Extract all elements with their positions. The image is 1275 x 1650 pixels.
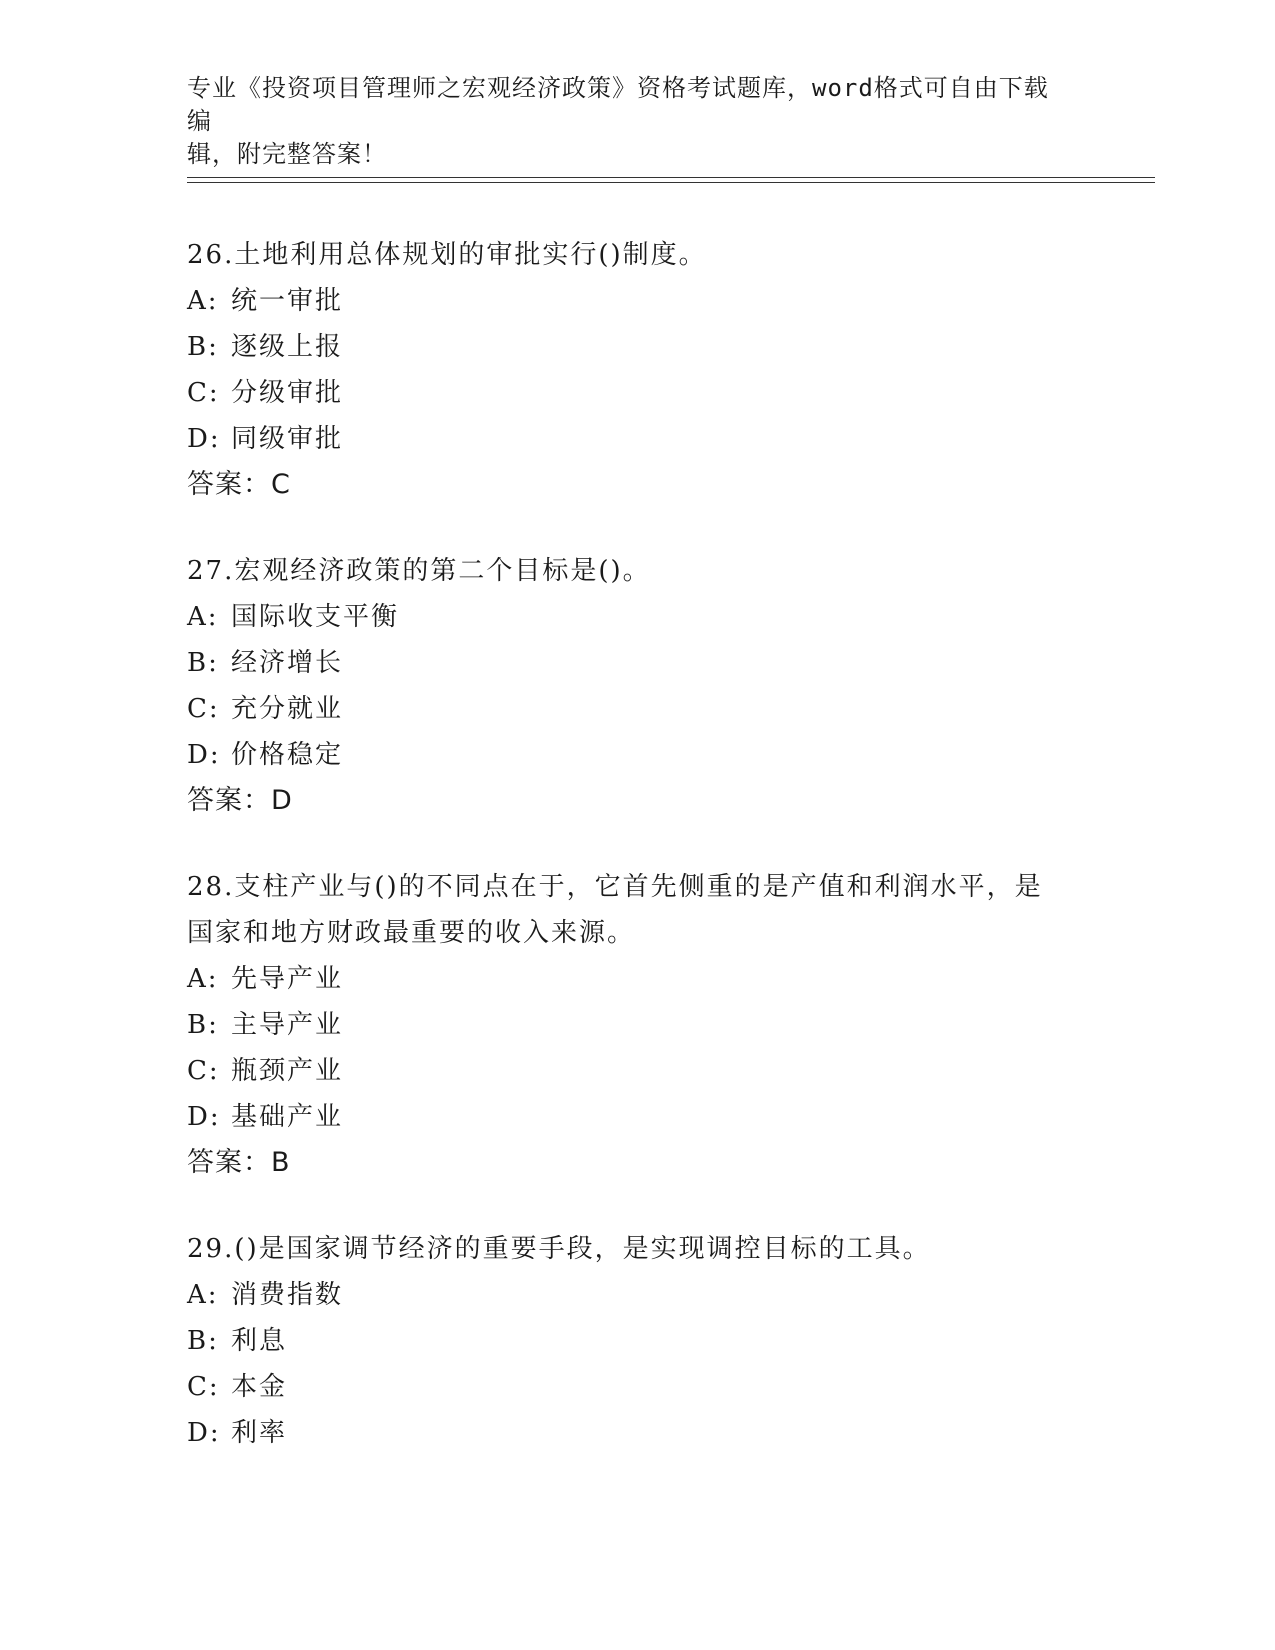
answer-line: 答案：D [187,785,293,816]
option-d [187,1094,1087,1140]
option-letter: A: [187,964,219,994]
option-a [187,594,1087,640]
answer-line: 答案：C [187,469,291,500]
question-stem: 27.宏观经济政策的第二个目标是()。 [187,556,651,586]
option-a [187,1272,1087,1318]
option-c [187,1364,1087,1410]
option-b [187,324,1087,370]
question-29 [187,1226,1087,1456]
option-letter: D: [187,740,221,770]
question-stem-line-2: 国家和地方财政最重要的收入来源。 [187,918,636,948]
option-letter: A: [187,1280,219,1310]
question-27 [187,548,1087,824]
header-rule-top [187,177,1155,178]
option-letter: D: [187,424,221,454]
option-text: 先导产业 [231,964,344,994]
option-b [187,1002,1087,1048]
option-d [187,416,1087,462]
option-letter: A: [187,602,219,632]
option-b [187,640,1087,686]
option-letter: C: [187,1372,220,1402]
option-letter: C: [187,378,220,408]
option-text: 价格稳定 [231,740,344,770]
option-b [187,1318,1087,1364]
header-line-2: 辑，附完整答案！ [187,140,387,168]
option-d [187,1410,1087,1456]
option-text: 充分就业 [231,694,344,724]
option-letter: B: [187,332,219,362]
option-text: 国际收支平衡 [231,602,400,632]
document-header [187,72,1067,171]
option-text: 经济增长 [231,648,344,678]
question-stem: 26.土地利用总体规划的审批实行()制度。 [187,240,707,270]
option-text: 利率 [231,1418,288,1448]
header-line-1: 专业《投资项目管理师之宏观经济政策》资格考试题库，word格式可自由下载编 [187,74,1049,135]
option-text: 瓶颈产业 [231,1056,344,1086]
option-c [187,370,1087,416]
option-a [187,956,1087,1002]
option-letter: B: [187,1010,219,1040]
question-28 [187,864,1087,1186]
option-text: 分级审批 [231,378,344,408]
option-text: 统一审批 [231,286,344,316]
option-text: 同级审批 [231,424,344,454]
option-letter: B: [187,648,219,678]
option-text: 主导产业 [231,1010,344,1040]
option-letter: A: [187,286,219,316]
option-a [187,278,1087,324]
option-letter: D: [187,1418,221,1448]
option-c [187,1048,1087,1094]
option-text: 逐级上报 [231,332,344,362]
answer-line: 答案：B [187,1147,291,1178]
option-text: 本金 [231,1372,288,1402]
header-rule-bottom [187,182,1155,183]
question-26 [187,232,1087,508]
option-letter: B: [187,1326,219,1356]
option-text: 消费指数 [231,1280,344,1310]
question-stem: 29.()是国家调节经济的重要手段，是实现调控目标的工具。 [187,1234,931,1264]
option-c [187,686,1087,732]
option-letter: D: [187,1102,221,1132]
option-d [187,732,1087,778]
option-text: 利息 [231,1326,288,1356]
question-stem-line-1: 28.支柱产业与()的不同点在于，它首先侧重的是产值和利润水平，是 [187,872,1043,902]
option-letter: C: [187,694,220,724]
option-text: 基础产业 [231,1102,344,1132]
option-letter: C: [187,1056,220,1086]
